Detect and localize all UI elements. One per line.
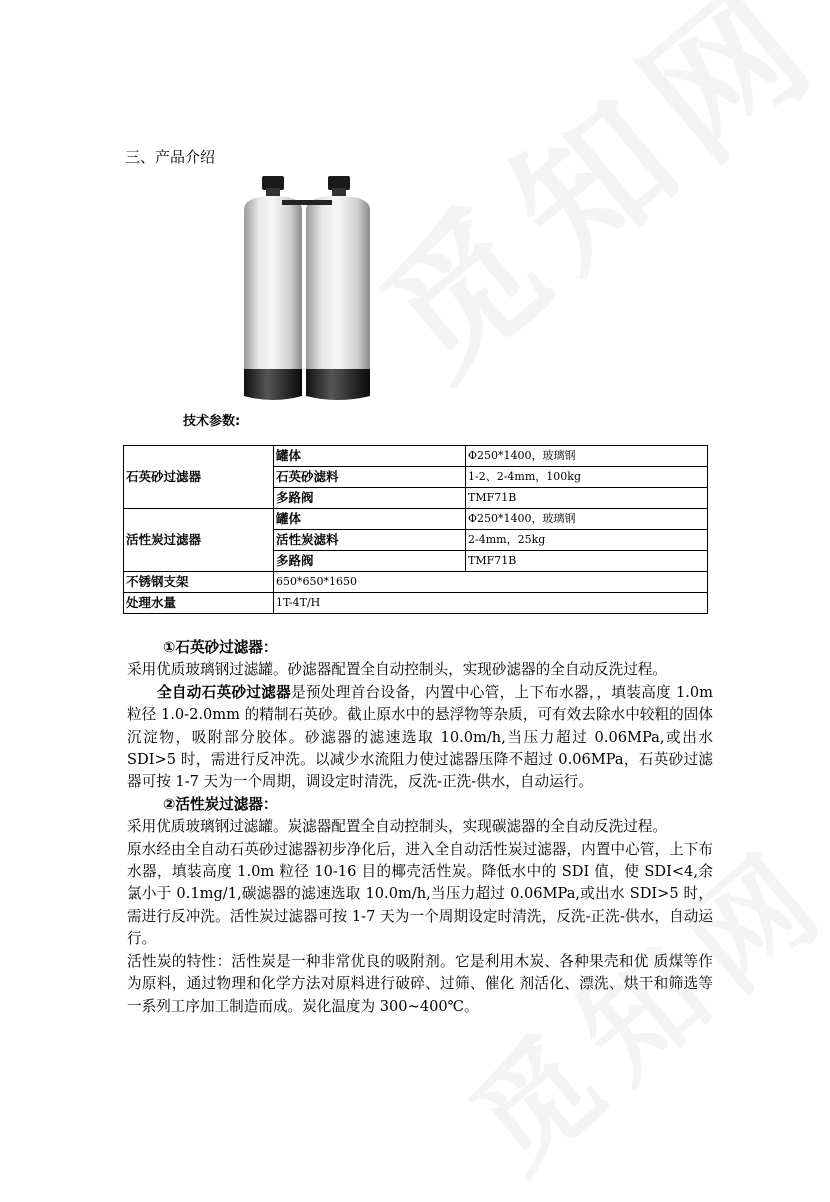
table-cell: 1T-4T/H <box>274 593 708 614</box>
table-cell: 活性炭滤料 <box>274 530 466 551</box>
table-cell: 多路阀 <box>274 551 466 572</box>
technical-parameters-label: 技术参数: <box>183 414 241 429</box>
carbon-filter-label: 活性炭过滤器 <box>124 509 274 572</box>
table-cell: 处理水量 <box>124 593 274 614</box>
table-cell: 罐体 <box>274 446 466 467</box>
table-cell: Φ250*1400，玻璃钢 <box>466 509 708 530</box>
paragraph: 活性炭的特性：活性炭是一种非常优良的吸附剂。它是利用木炭、各种果壳和优 质煤等作为原料，通过物理和化学方法对原料进行破碎、过筛、催化 剂活化、漂洗、烘干和筛选等一系列工序加工制造而成。炭化温度为 300~400℃。 <box>127 952 713 1015</box>
paragraph <box>127 682 713 794</box>
table-cell: 1-2、2-4mm，100kg <box>466 467 708 488</box>
quartz-filter-label: 石英砂过滤器 <box>124 446 274 509</box>
paragraph: 原水经由全自动石英砂过滤器初步净化后，进入全自动活性炭过滤器，内置中心管，上下布水器，填装高度 1.0m 粒径 10-16 目的椰壳活性炭。降低水中的 SDI 值，使 SDI<4,余氯小于 0.1mg/1,碳滤器的滤速选取 10.0m/h,当压力超过 0.06MPa,或出水 SDI>5 时，需进行反冲洗。活性炭过滤器可按 1-7 天为一个周期设定时清洗，反洗-正洗-供水，自动运行。 <box>127 840 713 948</box>
table-row <box>124 572 708 593</box>
paragraph: 采用优质玻璃钢过滤罐。砂滤器配置全自动控制头，实现砂滤器的全自动反洗过程。 <box>127 661 667 679</box>
body-text <box>127 637 713 1018</box>
table-cell: 2-4mm，25kg <box>466 530 708 551</box>
table-row <box>124 446 708 467</box>
table-cell: 石英砂滤料 <box>274 467 466 488</box>
carbon-filter-heading: ②活性炭过滤器： <box>163 795 278 813</box>
table-row <box>124 593 708 614</box>
section-heading: 三、产品介绍 <box>125 148 216 166</box>
table-row <box>124 509 708 530</box>
table-cell: 不锈钢支架 <box>124 572 274 593</box>
bold-term: 全自动石英砂过滤器 <box>157 683 292 701</box>
dual-filter-tank-photo <box>238 174 378 406</box>
table-cell: Φ250*1400，玻璃钢 <box>466 446 708 467</box>
table-cell: 罐体 <box>274 509 466 530</box>
paragraph: 采用优质玻璃钢过滤罐。炭滤器配置全自动控制头，实现碳滤器的全自动反洗过程。 <box>127 818 667 836</box>
paragraph-text: 是预处理首台设备，内置中心管，上下布水器，，填装高度 1.0m 粒径 1.0-2.0mm 的精制石英砂。截止原水中的悬浮物等杂质，可有效去除水中较粗的固体沉淀物，吸附部分胶体。砂滤器的滤速选取 10.0m/h,当压力超过 0.06MPa,或出水 SDI>5 时，需进行反冲洗。以减少水流阻力使过滤器压降不超过 0.06MPa，石英砂过滤器可按 1-7 天为一个周期，调设定时清洗，反洗-正洗-供水，自动运行。 <box>127 683 713 791</box>
watermark <box>330 0 830 415</box>
quartz-filter-heading: ①石英砂过滤器： <box>163 639 278 656</box>
table-cell: TMF71B <box>466 551 708 572</box>
table-cell: 多路阀 <box>274 488 466 509</box>
spec-table <box>123 445 708 614</box>
table-cell: 650*650*1650 <box>274 572 708 593</box>
table-cell: TMF71B <box>466 488 708 509</box>
